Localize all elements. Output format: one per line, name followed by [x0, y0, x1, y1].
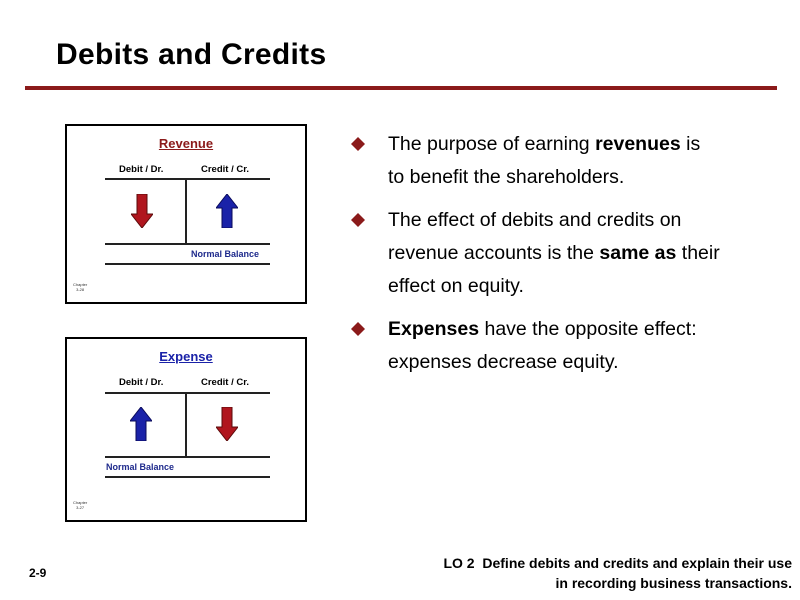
revenue-credit-label: Credit / Cr.	[201, 164, 250, 175]
bullet-item: Expenses have the opposite effect: expenses decrease equity.	[348, 313, 723, 379]
up-arrow-icon	[216, 194, 238, 228]
bullet-item: The purpose of earning revenues is to benefit the shareholders.	[348, 128, 718, 194]
revenue-t-mid-line	[105, 243, 270, 245]
revenue-normal-balance: Normal Balance	[191, 249, 260, 259]
expense-t-vertical-line	[185, 392, 187, 457]
page-number: 2-9	[29, 566, 47, 580]
slide-title: Debits and Credits	[56, 38, 327, 71]
bullet-item: The effect of debits and credits on revenue accounts is the same as their effect on equity.	[348, 204, 728, 303]
revenue-t-vertical-line	[185, 178, 187, 244]
expense-normal-balance: Normal Balance	[106, 462, 175, 472]
expense-title: Expense	[159, 349, 213, 364]
learning-objective	[443, 553, 792, 593]
down-arrow-icon	[131, 194, 153, 228]
revenue-chapter-note: Chapter 3-28	[73, 282, 88, 292]
revenue-t-bottom-line	[105, 263, 270, 265]
revenue-t-top-line	[105, 178, 270, 180]
expense-chapter-note: Chapter 3-27	[73, 500, 88, 510]
expense-t-mid-line	[105, 456, 270, 458]
down-arrow-icon	[216, 407, 238, 441]
up-arrow-icon	[130, 407, 152, 441]
revenue-t-account	[65, 124, 307, 304]
title-divider	[25, 86, 777, 90]
diamond-bullet-icon	[350, 136, 366, 152]
revenue-title: Revenue	[158, 136, 214, 151]
expense-t-top-line	[105, 392, 270, 394]
expense-t-bottom-line	[105, 476, 270, 478]
diamond-bullet-icon	[350, 321, 366, 337]
lo-line-2: in recording business transactions.	[555, 575, 792, 591]
diamond-bullet-icon	[350, 212, 366, 228]
expense-t-account	[65, 337, 307, 522]
bullet-list	[348, 128, 728, 389]
expense-debit-label: Debit / Dr.	[119, 377, 164, 388]
lo-line-1: LO 2 Define debits and credits and explain their use	[443, 555, 792, 571]
revenue-debit-label: Debit / Dr.	[119, 164, 164, 175]
expense-credit-label: Credit / Cr.	[201, 377, 250, 388]
